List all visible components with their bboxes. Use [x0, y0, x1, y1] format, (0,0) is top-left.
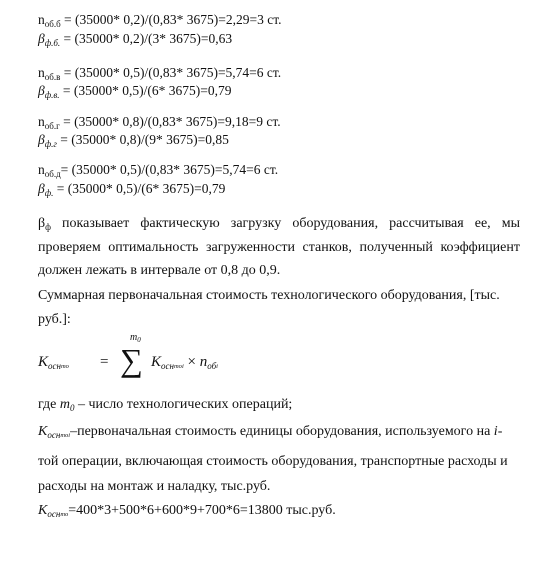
beta-subscript: ф.г — [44, 139, 57, 149]
result-line — [38, 503, 336, 523]
result-expression: =400*3+500*6+600*9+700*6=13800 тыс.руб. — [68, 503, 336, 518]
calc-expression: = (35000* 0,5)/(0,83* 3675)=5,74=6 ст. — [60, 65, 282, 80]
where-line — [38, 397, 292, 416]
m-subscript: 0 — [70, 403, 75, 413]
calc-beta-d — [38, 181, 225, 201]
calc-n-g — [38, 114, 281, 134]
n-symbol: n — [199, 354, 208, 370]
formula-equals: = — [100, 354, 109, 370]
k-symbol: K — [38, 424, 48, 439]
k-subscript-2: то — [173, 363, 182, 370]
definition-dash: - — [497, 424, 503, 439]
m-subscript: 0 — [137, 336, 141, 344]
beta-symbol: β — [38, 31, 45, 46]
n-subscript: об.б — [44, 19, 61, 29]
calc-n-b — [38, 12, 282, 32]
paragraph-beta-line-1 — [38, 216, 520, 235]
paragraph-beta-line-3: должен лежать в интервале от 0,8 до 0,9. — [38, 263, 281, 278]
calc-expression: = (35000* 0,5)/(6* 3675)=0,79 — [53, 181, 226, 196]
k-symbol: K — [151, 354, 162, 370]
definition-text: –первоначальная стоимость единицы оборудования, используемого на — [70, 424, 494, 439]
beta-subscript: ф.б. — [44, 38, 61, 48]
paragraph-text: показывает фактическую загрузку оборудования, рассчитывая ее, мы — [50, 216, 520, 231]
calc-expression: = (35000* 0,5)/(6* 3675)=0,79 — [59, 83, 232, 98]
beta-subscript: ф. — [44, 188, 54, 198]
k-subscript-3: i — [181, 363, 184, 370]
n-symbol: n — [38, 162, 45, 177]
m-symbol: m — [130, 332, 138, 343]
k-subscript: осн — [48, 361, 61, 371]
k-subscript-3: i — [68, 432, 71, 439]
n-subscript: об.г — [44, 121, 60, 131]
beta-symbol: β — [38, 216, 46, 231]
k-subscript-2: то — [60, 511, 69, 518]
definition-line-3: расходы на монтаж и наладку, тыс.руб. — [38, 479, 271, 494]
n-subscript: об.в — [44, 72, 61, 82]
k-subscript: осн — [47, 509, 61, 519]
k-subscript-2: то — [60, 432, 69, 439]
calc-expression: = (35000* 0,8)/(0,83* 3675)=9,18=9 ст. — [59, 114, 281, 129]
calc-expression: = (35000* 0,2)/(3* 3675)=0,63 — [60, 31, 233, 46]
beta-subscript: ф — [45, 222, 51, 232]
n-symbol: n — [38, 12, 45, 27]
n-symbol: n — [38, 65, 45, 80]
paragraph-cost-line-1: Суммарная первоначальная стоимость технологического оборудования, [тыс. — [38, 288, 500, 303]
beta-subscript: ф.в. — [44, 90, 60, 100]
paragraph-cost-line-2: руб.]: — [38, 312, 71, 327]
calc-n-v — [38, 65, 281, 85]
k-subscript: осн — [47, 430, 61, 440]
k-subscript-2: то — [60, 363, 69, 370]
beta-symbol: β — [38, 83, 45, 98]
n-subscript: об — [207, 361, 217, 371]
calc-expression: = (35000* 0,2)/(0,83* 3675)=2,29=3 ст. — [60, 12, 282, 27]
beta-symbol: β — [38, 181, 45, 196]
where-prefix: где — [38, 397, 60, 412]
k-symbol: K — [38, 354, 49, 370]
n-subscript: об.д — [44, 169, 61, 179]
m-symbol: m — [59, 397, 71, 412]
k-symbol: K — [38, 503, 48, 518]
n-symbol: n — [38, 114, 45, 129]
definition-line-1 — [38, 424, 502, 444]
calc-beta-v — [38, 83, 232, 103]
n-subscript-2: i — [216, 363, 218, 370]
calc-n-d — [38, 162, 278, 182]
definition-line-2: той операции, включающая стоимость оборудования, транспортные расходы и — [38, 454, 508, 469]
calc-expression: = (35000* 0,5)/(0,83* 3675)=5,74=6 ст. — [60, 162, 279, 177]
i-symbol: i — [493, 424, 498, 439]
sigma-symbol: ∑ — [120, 342, 143, 378]
calc-beta-g — [38, 132, 229, 152]
where-text: – число технологических операций; — [74, 397, 293, 412]
calc-expression: = (35000* 0,8)/(9* 3675)=0,85 — [56, 132, 229, 147]
beta-symbol: β — [38, 132, 45, 147]
k-subscript: осн — [161, 361, 174, 371]
formula-term — [151, 354, 218, 375]
times-sign: × — [187, 354, 196, 370]
paragraph-beta-line-2: проверяем оптимальность загруженности станков, полученный коэффициент — [38, 240, 520, 255]
formula-lhs — [38, 354, 69, 375]
calc-beta-b — [38, 31, 232, 51]
